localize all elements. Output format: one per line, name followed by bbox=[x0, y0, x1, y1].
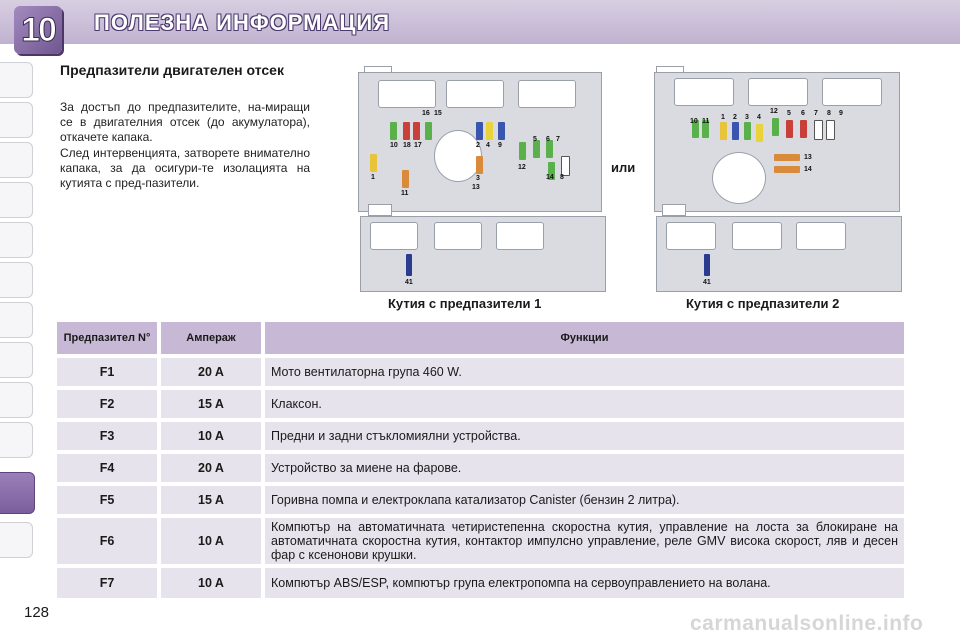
function-cell: Горивна помпа и електроклапа катализатор Canister (бензин 2 литра). bbox=[265, 486, 904, 514]
fuse-box-2-caption: Кутия с предпазители 2 bbox=[686, 296, 840, 311]
chapter-tab[interactable] bbox=[0, 342, 33, 378]
amperage-cell: 15 A bbox=[161, 390, 261, 418]
fuse-cell: F6 bbox=[57, 518, 157, 564]
function-cell: Компютър на автоматичната четиристепенна скоростна кутия, управление на лоста за блокиране на автоматичната скоростна кутия, контактор импулсно управление, реле GMV висока скорост, ляв и десен фар с ксенонови крушки. bbox=[265, 518, 904, 564]
table-row bbox=[57, 390, 904, 418]
function-cell: Клаксон. bbox=[265, 390, 904, 418]
fuse-box-2-diagram: 10 11 1 2 3 4 12 5 6 7 8 9 13 14 41 bbox=[654, 64, 904, 294]
chapter-tab-active[interactable] bbox=[0, 472, 35, 514]
paragraph: За достъп до предпазителите, на-миращи се в двигателния отсек (до акумулатора), откачете капака. bbox=[60, 100, 310, 144]
paragraph: След интервенцията, затворете внимателно капака, за да осигури-те изолацията на кутията с пред-пазители. bbox=[60, 146, 310, 190]
amperage-cell: 10 A bbox=[161, 568, 261, 598]
fuse-box-1-diagram: 16 15 10 18 17 1 11 2 4 9 3 13 12 5 6 7 14 8 41 bbox=[358, 64, 608, 294]
column-header-functions: Функции bbox=[265, 322, 904, 354]
function-cell: Мото вентилаторна група 460 W. bbox=[265, 358, 904, 386]
chapter-tab[interactable] bbox=[0, 62, 33, 98]
amperage-cell: 20 A bbox=[161, 454, 261, 482]
chapter-tab[interactable] bbox=[0, 382, 33, 418]
table-row bbox=[57, 568, 904, 598]
chapter-tab[interactable] bbox=[0, 182, 33, 218]
chapter-tab[interactable] bbox=[0, 262, 33, 298]
table-row bbox=[57, 422, 904, 450]
function-cell: Предни и задни стъкломиялни устройства. bbox=[265, 422, 904, 450]
fuse-cell: F3 bbox=[57, 422, 157, 450]
watermark: carmanualsonline.info bbox=[690, 612, 924, 635]
column-header-fuse: Предпазител N° bbox=[57, 322, 157, 354]
fuse-cell: F1 bbox=[57, 358, 157, 386]
chapter-tab[interactable] bbox=[0, 222, 33, 258]
table-header-row bbox=[57, 322, 904, 354]
amperage-cell: 15 A bbox=[161, 486, 261, 514]
amperage-cell: 20 A bbox=[161, 358, 261, 386]
table-row bbox=[57, 454, 904, 482]
page-title: ПОЛЕЗНА ИНФОРМАЦИЯ bbox=[94, 10, 391, 35]
section-title: Предпазители двигателен отсек bbox=[60, 62, 284, 78]
table-row bbox=[57, 486, 904, 514]
fuse-cell: F2 bbox=[57, 390, 157, 418]
chapter-badge: 10 bbox=[14, 6, 62, 54]
amperage-cell: 10 A bbox=[161, 518, 261, 564]
table-row bbox=[57, 358, 904, 386]
or-label: или bbox=[611, 160, 636, 175]
page-number: 128 bbox=[24, 604, 50, 621]
fuse-cell: F7 bbox=[57, 568, 157, 598]
amperage-cell: 10 A bbox=[161, 422, 261, 450]
fuse-cell: F5 bbox=[57, 486, 157, 514]
chapter-tab[interactable] bbox=[0, 522, 33, 558]
fuse-cell: F4 bbox=[57, 454, 157, 482]
fuse-box-1-caption: Кутия с предпазители 1 bbox=[388, 296, 542, 311]
chapter-tab[interactable] bbox=[0, 142, 33, 178]
chapter-tab[interactable] bbox=[0, 102, 33, 138]
table-row bbox=[57, 518, 904, 564]
column-header-amperage: Ампераж bbox=[161, 322, 261, 354]
function-cell: Компютър ABS/ESP, компютър група електропомпа на сервоуправлението на волана. bbox=[265, 568, 904, 598]
function-cell: Устройство за миене на фарове. bbox=[265, 454, 904, 482]
chapter-tab[interactable] bbox=[0, 422, 33, 458]
chapter-tab[interactable] bbox=[0, 302, 33, 338]
